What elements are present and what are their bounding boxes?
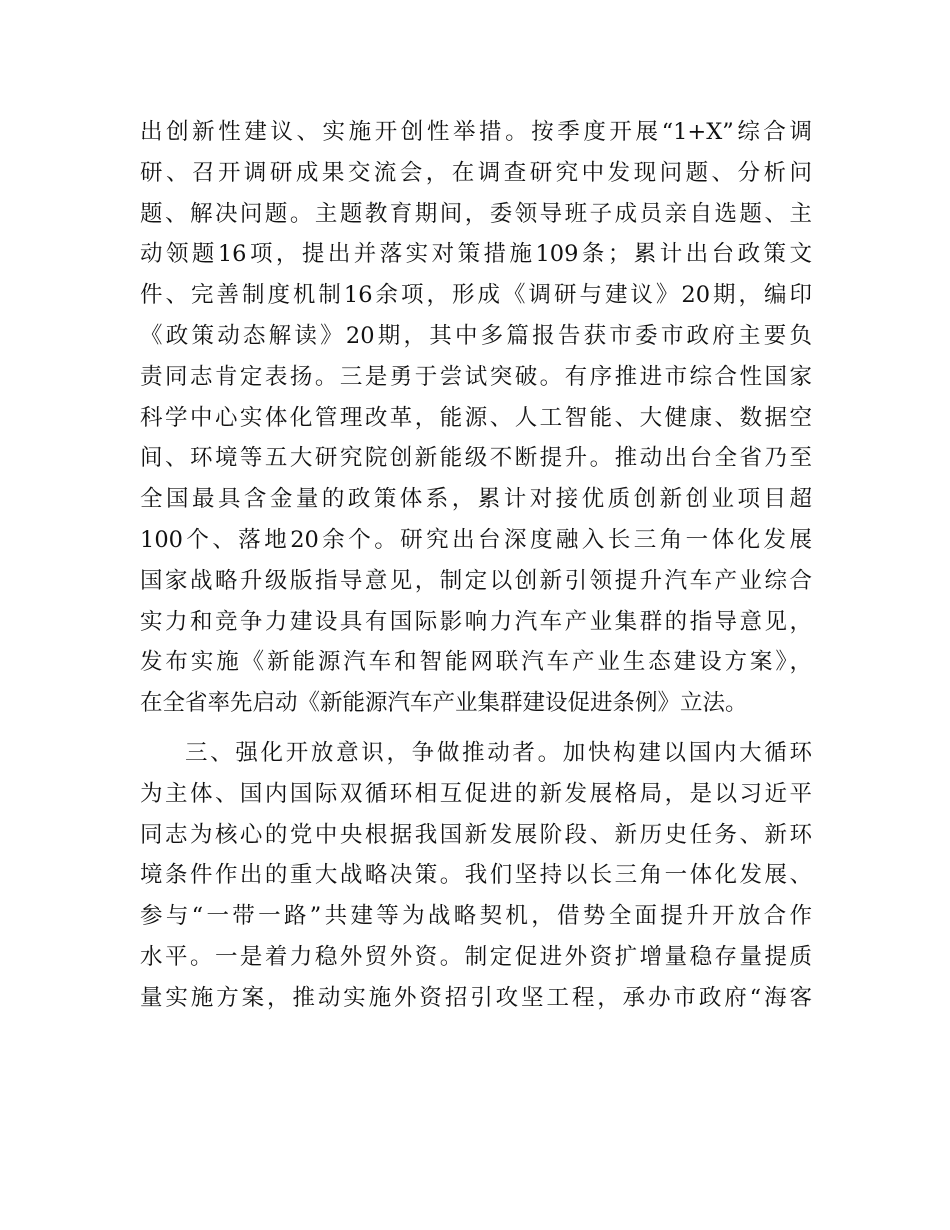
text-line: 为主体、国内国际双循环相互促进的新发展格局，是以习近平 xyxy=(140,780,812,807)
text-line: 参与“一带一路”共建等为战略契机，借势全面提升开放合作 xyxy=(140,903,812,930)
text-line: 动领题16项，提出并落实对策措施109条；累计出台政策文 xyxy=(140,241,812,268)
text-line: 间、环境等五大研究院创新能级不断提升。推动出台全省乃至 xyxy=(140,445,812,472)
text-line: 境条件作出的重大战略决策。我们坚持以长三角一体化发展、 xyxy=(140,862,812,889)
text-line: 全国最具含金量的政策体系，累计对接优质创新创业项目超 xyxy=(140,486,812,513)
text-line: 《政策动态解读》20期，其中多篇报告获市委市政府主要负 xyxy=(140,322,812,349)
text-line: 同志为核心的党中央根据我国新发展阶段、新历史任务、新环 xyxy=(140,821,812,848)
text-line: 量实施方案，推动实施外资招引攻坚工程，承办市政府“海客 xyxy=(140,984,812,1011)
text-line: 100个、落地20余个。研究出台深度融入长三角一体化发展 xyxy=(140,526,812,553)
text-line: 三、强化开放意识，争做推动者。加快构建以国内大循环 xyxy=(185,739,812,766)
text-line: 水平。一是着力稳外贸外资。制定促进外资扩增量稳存量提质 xyxy=(140,943,812,970)
paragraph-innovation xyxy=(140,112,812,724)
text-line: 件、完善制度机制16余项，形成《调研与建议》20期，编印 xyxy=(140,282,812,309)
text-line: 题、解决问题。主题教育期间，委领导班子成员亲自选题、主 xyxy=(140,200,812,227)
document-page xyxy=(140,112,812,1019)
text-line: 在全省率先启动《新能源汽车产业集群建设促进条例》立法。 xyxy=(140,690,748,717)
text-line: 发布实施《新能源汽车和智能网联汽车产业生态建设方案》， xyxy=(140,649,812,676)
paragraph-openness xyxy=(140,733,812,1019)
text-line: 国家战略升级版指导意见，制定以创新引领提升汽车产业综合 xyxy=(140,567,812,594)
text-line: 科学中心实体化管理改革，能源、人工智能、大健康、数据空 xyxy=(140,404,812,431)
text-line: 研、召开调研成果交流会，在调查研究中发现问题、分析问 xyxy=(140,159,812,186)
text-line: 责同志肯定表扬。三是勇于尝试突破。有序推进市综合性国家 xyxy=(140,363,812,390)
text-line: 出创新性建议、实施开创性举措。按季度开展“1+X”综合调 xyxy=(140,119,812,145)
text-line: 实力和竞争力建设具有国际影响力汽车产业集群的指导意见， xyxy=(140,608,812,635)
